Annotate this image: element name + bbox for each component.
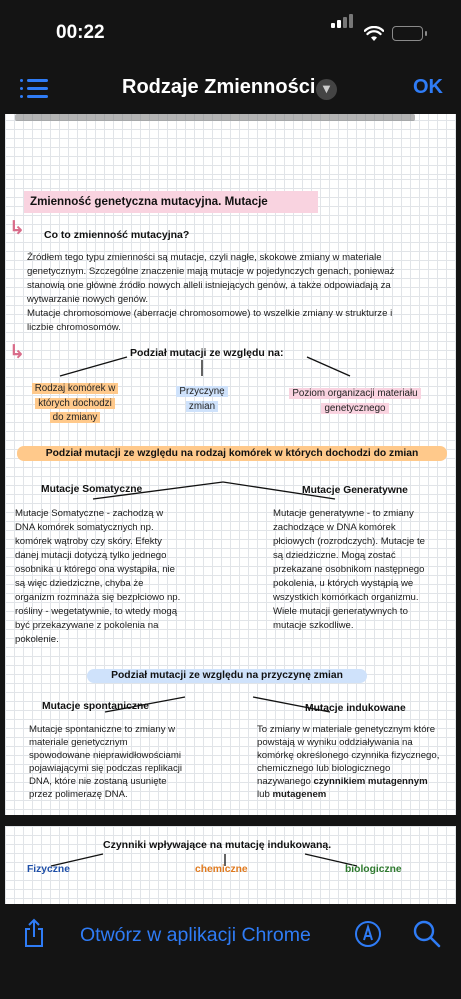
text-line: są dziedziczne. Mogą zostać — [273, 550, 396, 561]
text-line: pokolenia, u których wystąpią we — [273, 578, 414, 589]
text-line: mutacje szkodliwe. — [273, 620, 354, 631]
page-3 — [5, 826, 456, 904]
para-line: liczbie chromosomów. — [27, 322, 121, 333]
pink-arrow-icon: ↳ — [9, 217, 25, 239]
section-heading: Zmienność genetyczna mutacyjna. Mutacje — [24, 191, 318, 213]
factors-title: Czynniki wpływające na mutację indukowaną. — [103, 839, 332, 851]
text-line: nazywanego czynnikiem mutagennym — [257, 776, 428, 787]
text-line: organizm rozmnaża się bezpłciowo np. — [15, 592, 181, 603]
page-2 — [5, 179, 456, 815]
text-line: komórek wątroby czy skóry. Efekty — [15, 536, 162, 547]
bottom-toolbar — [0, 904, 461, 999]
text-line: DNA komórek somatycznych np. — [15, 522, 154, 533]
text-line: wszystkich komórkach organizmu. — [273, 592, 419, 603]
factor-chemical: chemiczne — [195, 864, 248, 875]
induced-title: Mutacje indukowane — [305, 703, 406, 714]
text-line: Wiele mutacji generatywnych to — [273, 606, 408, 617]
list-menu-icon[interactable] — [20, 78, 48, 98]
share-icon[interactable] — [22, 918, 46, 948]
division-item-cells: Rodzaj komórek w których dochodzi do zmiany — [21, 382, 129, 426]
division-connector-lines — [5, 179, 456, 815]
text-line: materiale genetycznym — [29, 737, 128, 748]
cause-division-heading: Podział mutacji ze względu na przyczynę zmian — [87, 669, 367, 683]
cells-division-heading: Podział mutacji ze względu na rodzaj komórek w których dochodzi do zmian — [17, 446, 447, 461]
text-line: przekazane osobnikom następnego — [273, 564, 425, 575]
para-line: Mutacje chromosomowe (aberracje chromosomowe) to wszelkie zmiany w strukturze i — [27, 308, 393, 319]
text-line: rośliny - wegetatywnie, to wtedy mogą — [15, 606, 178, 617]
document-title: Rodzaje Zmienności — [122, 76, 316, 98]
text-line: powstają w wyniku oddziaływania na — [257, 737, 413, 748]
division-item-level: Poziom organizacji materiału genetycznego — [280, 387, 430, 416]
text-line: danej mutacji dotyczą tylko jednego — [15, 550, 167, 561]
markup-pen-icon[interactable] — [354, 920, 382, 948]
battery-icon — [392, 26, 423, 41]
status-bar — [0, 0, 461, 64]
spontaneous-title: Mutacje spontaniczne — [42, 701, 149, 712]
ok-button[interactable]: OK — [413, 76, 443, 98]
text-line: Mutacje generatywne - to zmiany — [273, 508, 414, 519]
cut-off-text-line — [15, 114, 415, 121]
text-line: DNA, które nie zostaną usunięte — [29, 776, 167, 787]
chevron-down-icon[interactable]: ▼ — [316, 79, 337, 100]
text-line: płciowych (rozrodczych). Mutacje te — [273, 536, 425, 547]
text-line: komórkę określonego czynnika fizycznego, — [257, 750, 440, 761]
text-line: Mutacje Somatyczne - zachodzą w — [15, 508, 164, 519]
para-line: wytwarzanie nowych genów. — [27, 294, 149, 305]
text-line: Mutacje spontaniczne to zmiany w — [29, 724, 176, 735]
question-heading: Co to zmienność mutacyjna? — [44, 229, 190, 241]
text-line: lub mutagenem — [257, 789, 327, 800]
clock: 00:22 — [56, 22, 105, 43]
text-line: osobnika u którego ona wystąpiła, nie — [15, 564, 175, 575]
text-line: pokolenie. — [15, 634, 59, 645]
text-line: przez polimerazę DNA. — [29, 789, 128, 800]
text-line: być przekazywane z pokolenia na — [15, 620, 159, 631]
division-item-cause: Przyczynę zmian — [163, 385, 241, 414]
para-line: Źródłem tego typu zmienności są mutacje, czyli nagłe, skokowe zmiany w materiale — [27, 252, 382, 263]
search-icon[interactable] — [413, 920, 441, 948]
germline-title: Mutacje Generatywne — [302, 485, 408, 496]
wifi-icon — [364, 26, 384, 42]
text-line: chemicznego lub biologicznego — [257, 763, 391, 774]
somatic-title: Mutacje Somatyczne — [41, 484, 143, 495]
para-line: genetycznym. Szczególne znaczenie mają mutacje w pojedynczych genach, ponieważ — [27, 266, 395, 277]
nav-bar — [0, 64, 461, 114]
division-title: Podział mutacji ze względu na: — [130, 347, 284, 359]
document-viewer[interactable] — [0, 114, 461, 904]
text-line: To zmiany w materiale genetycznym które — [257, 724, 436, 735]
factor-physical: Fizyczne — [27, 864, 70, 875]
factor-biological: biologiczne — [345, 864, 402, 875]
text-line: pojawiającymi się podczas replikacji — [29, 763, 183, 774]
open-in-chrome-button[interactable]: Otwórz w aplikacji Chrome — [80, 924, 311, 946]
pink-arrow-icon: ↳ — [9, 341, 25, 363]
para-line: stanowią one główne źródło nowych alleli istniejących genów, a także odpowiadają za — [27, 280, 391, 291]
text-line: są więc dziedziczne, chyba że — [15, 578, 144, 589]
text-line: spowodowane nieprawidłowościami — [29, 750, 181, 761]
text-line: zachodzące w DNA komórek — [273, 522, 396, 533]
